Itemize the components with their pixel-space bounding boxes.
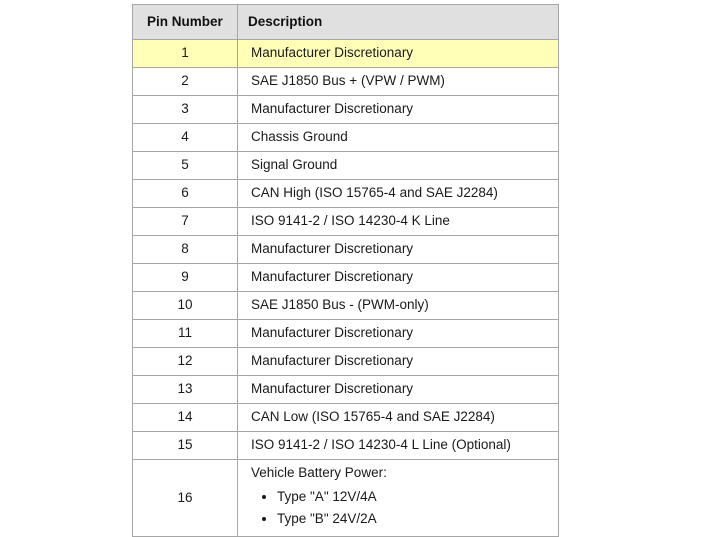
obd-pinout-table (132, 4, 559, 537)
cell-description: Signal Ground (238, 152, 559, 180)
cell-description: SAE J1850 Bus - (PWM-only) (238, 292, 559, 320)
table-row (133, 96, 559, 124)
cell-description: Chassis Ground (238, 124, 559, 152)
cell-description: SAE J1850 Bus + (VPW / PWM) (238, 68, 559, 96)
cell-pin-number: 13 (133, 376, 238, 404)
column-header-pin-number: Pin Number (133, 5, 238, 40)
cell-description: Manufacturer Discretionary (238, 40, 559, 68)
table-header-row (133, 5, 559, 40)
table-row (133, 432, 559, 460)
cell-description: CAN High (ISO 15765-4 and SAE J2284) (238, 180, 559, 208)
cell-pin-number: 3 (133, 96, 238, 124)
cell-pin-number: 2 (133, 68, 238, 96)
cell-pin-number: 8 (133, 236, 238, 264)
table-row (133, 376, 559, 404)
cell-description: Manufacturer Discretionary (238, 96, 559, 124)
list-item: • Type "B" 24V/2A (277, 510, 548, 528)
cell-description: CAN Low (ISO 15765-4 and SAE J2284) (238, 404, 559, 432)
table-row (133, 124, 559, 152)
table-row-battery-power (133, 460, 559, 537)
pin-table-container (132, 4, 558, 537)
cell-pin-number: 6 (133, 180, 238, 208)
table-row (133, 40, 559, 68)
cell-pin-number: 5 (133, 152, 238, 180)
cell-pin-number: 9 (133, 264, 238, 292)
cell-pin-number: 12 (133, 348, 238, 376)
table-row (133, 348, 559, 376)
table-row (133, 404, 559, 432)
column-header-description: Description (238, 5, 559, 40)
battery-power-types-list (251, 488, 548, 527)
table-row (133, 68, 559, 96)
cell-description: Manufacturer Discretionary (238, 264, 559, 292)
table-row (133, 320, 559, 348)
cell-description: Manufacturer Discretionary (238, 320, 559, 348)
cell-pin-number: 1 (133, 40, 238, 68)
table-row (133, 180, 559, 208)
cell-pin-number: 15 (133, 432, 238, 460)
cell-pin-number: 11 (133, 320, 238, 348)
cell-description: ISO 9141-2 / ISO 14230-4 L Line (Optional) (238, 432, 559, 460)
cell-pin-number: 4 (133, 124, 238, 152)
table-header (133, 5, 559, 40)
list-item: • Type "A" 12V/4A (277, 488, 548, 506)
cell-pin-number: 14 (133, 404, 238, 432)
cell-description: Manufacturer Discretionary (238, 236, 559, 264)
table-row (133, 236, 559, 264)
battery-power-label: Vehicle Battery Power: (251, 465, 387, 481)
cell-description: Manufacturer Discretionary (238, 348, 559, 376)
cell-description (238, 460, 559, 537)
table-row (133, 208, 559, 236)
cell-description: ISO 9141-2 / ISO 14230-4 K Line (238, 208, 559, 236)
table-row (133, 152, 559, 180)
cell-pin-number: 7 (133, 208, 238, 236)
cell-pin-number: 16 (133, 460, 238, 537)
cell-description: Manufacturer Discretionary (238, 376, 559, 404)
table-row (133, 292, 559, 320)
cell-pin-number: 10 (133, 292, 238, 320)
table-body (133, 40, 559, 537)
table-row (133, 264, 559, 292)
